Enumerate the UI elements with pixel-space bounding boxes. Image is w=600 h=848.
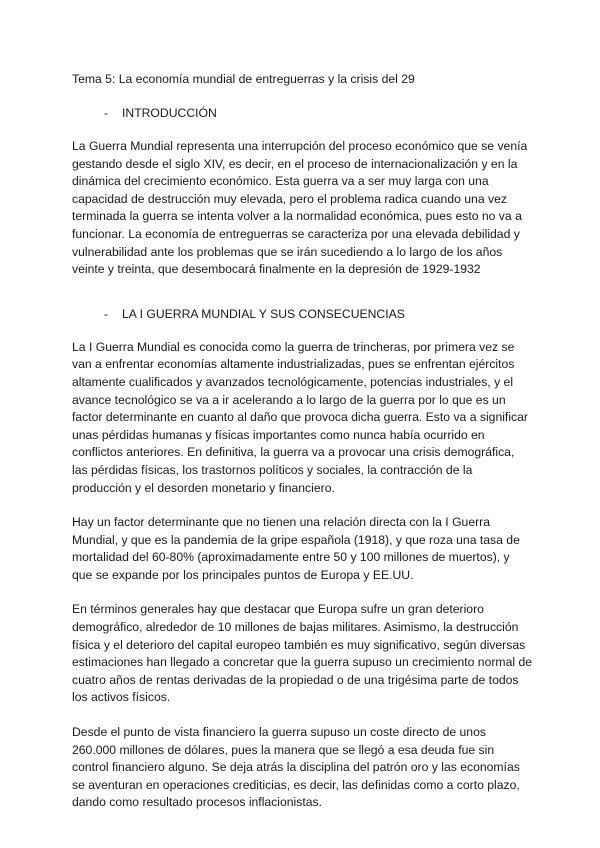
- section-heading-label: INTRODUCCIÓN: [122, 106, 217, 120]
- paragraph: Hay un factor determinante que no tienen una relación directa con la I Guerra Mundial, y que es la pandemia de la gripe española (1918), y que roza una tasa de mortalidad del 60-80% (aproximadamente entre 50 y 100 millones de muertos), y que se expande por los principales puntos de Europa y EE.UU.: [72, 515, 520, 582]
- bullet-dash: -: [103, 106, 108, 120]
- paragraph: La Guerra Mundial representa una interrupción del proceso económico que se venía gestando desde el siglo XIV, es decir, en el proceso de internacionalización y en la dinámica del crecimiento económico. Esta guerra va a ser muy larga con una capacidad de destrucción muy elevada, pero el problema radica cuando una vez terminada la guerra se intenta volver a la normalidad económica, pues esto no va a funcionar. La economía de entreguerras se caracteriza por una elevada debilidad y vulnerabilidad ante los problemas que se irán sucediendo a lo largo de los años veinte y treinta, que desembocará finalmente en la depresión de 1929-1932: [72, 139, 528, 277]
- paragraph: La I Guerra Mundial es conocida como la guerra de trincheras, por primera vez se van a enfrentar economías altamente industrializadas, pues se enfrentan ejércitos altamente cualificados y avanzados tecnológicamente, potencias industriales, y el avance tecnológico se va a ir acelerando a lo largo de la guerra por lo que es un factor determinante en cuanto al daño que provoca dicha guerra. Esto va a significar unas pérdidas humanas y físicas importantes como nunca había ocurrido en conflictos anteriores. En definitiva, la guerra va a provocar una crisis demográfica, las pérdidas físicas, los trastornos políticos y sociales, la contracción de la producción y el desorden monetario y financiero.: [72, 339, 528, 495]
- paragraph: En términos generales hay que destacar que Europa sufre un gran deterioro demográfico, alrededor de 10 millones de bajas militares. Asimismo, la destrucción física y el deterioro del capital europeo también es muy significativo, según diversas estimaciones han llegado a concretar que la guerra supuso un crecimiento normal de cuatro años de rentas derivadas de la propiedad o de una trigésima parte de todos los activos físicos.: [72, 602, 533, 705]
- document-title: Tema 5: La economía mundial de entreguerras y la crisis del 29: [72, 72, 415, 86]
- section-heading-guerra-mundial: [72, 305, 532, 323]
- bullet-dash: -: [103, 306, 108, 321]
- section-heading-label: LA I GUERRA MUNDIAL Y SUS CONSECUENCIAS: [122, 306, 405, 321]
- paragraph: Desde el punto de vista financiero la guerra supuso un coste directo de unos 260.000 millones de dólares, pues la manera que se llegó a esa deuda fue sin control financiero alguno. Se deja atrás la disciplina del patrón oro y las economías se aventuran en operaciones crediticias, es decir, las definidas como a corto plazo, dando como resultado procesos inflacionistas.: [72, 725, 520, 810]
- section-heading-introduccion: [72, 104, 532, 122]
